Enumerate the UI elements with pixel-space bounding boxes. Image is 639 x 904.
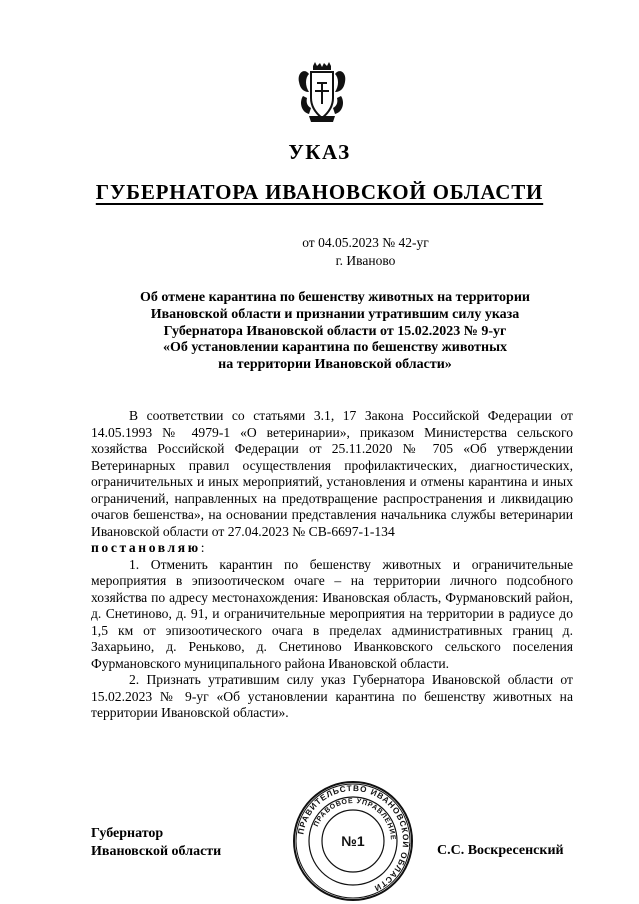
- document-body: [91, 408, 573, 722]
- date-block: [0, 234, 639, 270]
- subject-line: Ивановской области и признании утратившим силу указа: [150, 306, 520, 322]
- city: г. Иваново: [335, 253, 396, 268]
- stamp-inner-text: ПРАВОВОЕ УПРАВЛЕНИЕ: [313, 797, 397, 841]
- official-stamp: [292, 780, 414, 902]
- document-type: УКАЗ: [288, 140, 351, 164]
- signer-position: [91, 825, 221, 861]
- decree-paragraph: [91, 540, 573, 557]
- stamp-outer-text: ПРАВИТЕЛЬСТВО ИВАНОВСКОЙ ОБЛАСТИ: [296, 783, 411, 894]
- preamble-text: В соответствии со статьями 3.1, 17 Закона Российской Федерации от 14.05.1993 № 4979-1 «О ветеринарии», приказом Министерства сельского хозяйства Российской Федерации от 25.11.2020 № 705 «Об утверждении Ветеринарных правил осуществления профилактических, диагностических, ограничительных и иных мероприятий, установления и отмены карантина и иных ограничений, направленных на предотвращение распространения и ликвидацию очагов бешенства», на основании представления начальника службы ветеринарии Ивановской области от 27.04.2023 № СВ-6697-1-134: [91, 408, 573, 539]
- subject-line: Губернатора Ивановской области от 15.02.2023 № 9-уг: [163, 323, 507, 339]
- item-1: 1. Отменить карантин по бешенству животных и ограничительные мероприятия в эпизоотическом очаге – на территории личного подсобного хозяйства по адресу местонахождения: Ивановская область, Фурмановский район, д. Снетиново, д. 91, и ограничительные мероприятия на территории в радиусе до 1,5 км от эпизоотического очага в пределах административных границ д. Захарьино, д. Реньково, д. Снетиново Иванковского сельского поселения Фурмановского муниципального района Ивановской области.: [91, 556, 573, 671]
- stamp-number: №1: [341, 833, 365, 849]
- subject-line: Об отмене карантина по бешенству животных на территории: [140, 290, 530, 305]
- decree-colon: :: [200, 540, 205, 555]
- subject-line: «Об установлении карантина по бешенству животных: [162, 340, 508, 356]
- subject-line: на территории Ивановской области»: [218, 357, 452, 373]
- decree-word: постановляю: [91, 540, 201, 555]
- preamble-paragraph: [91, 408, 573, 540]
- coat-of-arms-icon: [295, 62, 349, 124]
- date-number: от 04.05.2023 № 42-уг: [302, 235, 429, 250]
- signer-position-line: Губернатор: [91, 826, 164, 841]
- document-subject: [95, 290, 575, 374]
- signer-name: С.С. Воскресенский: [437, 843, 564, 858]
- item-2: 2. Признать утратившим силу указ Губернатора Ивановской области от 15.02.2023 № 9-уг «Об установлении карантина по бешенству животных на территории Ивановской области».: [91, 672, 573, 720]
- issuer-title: ГУБЕРНАТОРА ИВАНОВСКОЙ ОБЛАСТИ: [95, 180, 544, 204]
- signer-position-line: Ивановской области: [91, 844, 222, 859]
